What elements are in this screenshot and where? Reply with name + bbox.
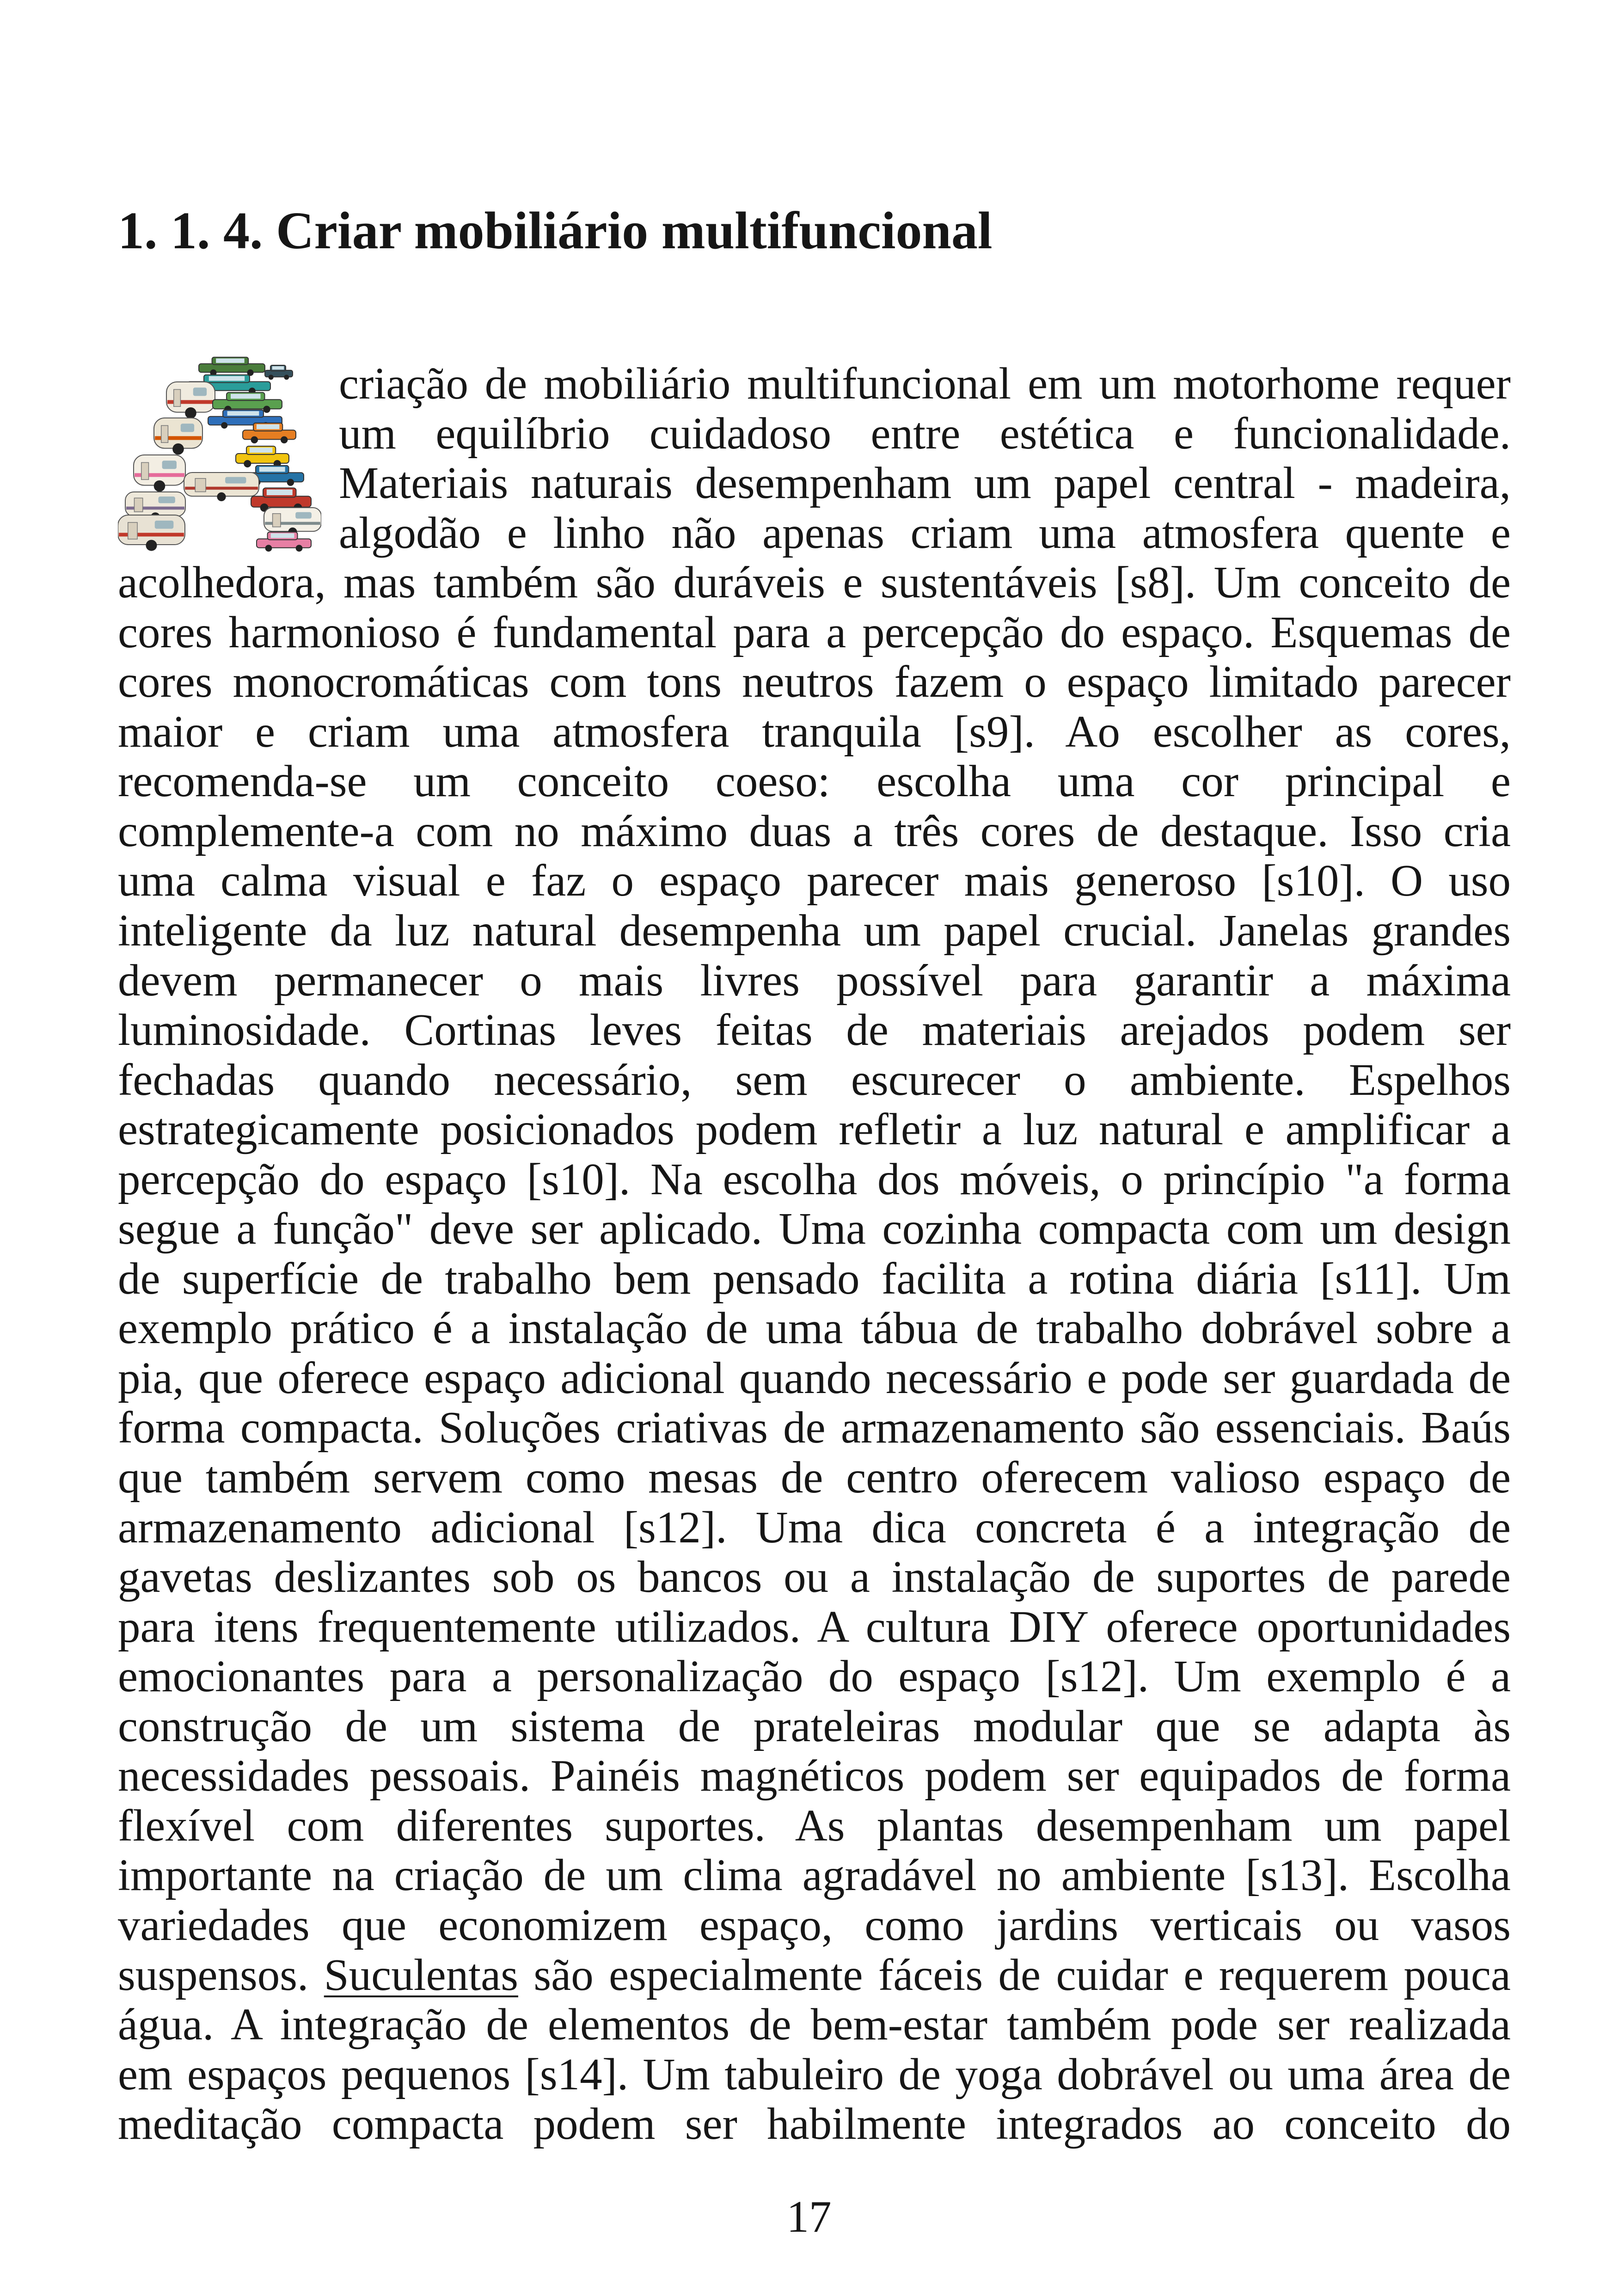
body-text <box>118 359 1511 2149</box>
body-line: de superfície de trabalho bem pensado facilita a rotina diária [s11]. Um <box>118 1253 1511 1303</box>
line-text-after: são especialmente fáceis de cuidar e requerem pouca <box>533 1950 1511 2000</box>
body-line: inteligente da luz natural desempenha um papel crucial. Janelas grandes <box>118 906 1511 956</box>
body-line: em espaços pequenos [s14]. Um tabuleiro de yoga dobrável ou uma área de <box>118 2049 1511 2099</box>
body-line: complemente-a com no máximo duas a três cores de destaque. Isso cria <box>118 806 1511 856</box>
body-line: devem permanecer o mais livres possível para garantir a máxima <box>118 955 1511 1005</box>
body-line: fechadas quando necessário, sem escurecer o ambiente. Espelhos <box>118 1055 1511 1105</box>
body-line: forma compacta. Soluções criativas de armazenamento são essenciais. Baús <box>118 1403 1511 1453</box>
body-line: Materiais naturais desempenham um papel central - madeira, <box>339 458 1511 508</box>
body-line: criação de mobiliário multifuncional em um motorhome requer <box>339 359 1511 408</box>
body-line: exemplo prático é a instalação de uma tábua de trabalho dobrável sobre a <box>118 1303 1511 1353</box>
section-heading: 1. 1. 4. Criar mobiliário multifuncional <box>118 201 993 260</box>
body-line: construção de um sistema de prateleiras modular que se adapta às <box>118 1701 1511 1751</box>
body-line: necessidades pessoais. Painéis magnéticos podem ser equipados de forma <box>118 1751 1511 1801</box>
body-line: luminosidade. Cortinas leves feitas de materiais arejados podem ser <box>118 1005 1511 1055</box>
body-line: água. A integração de elementos de bem-estar também pode ser realizada <box>118 2000 1511 2050</box>
body-line <box>118 1950 1511 2000</box>
body-line: maior e criam uma atmosfera tranquila [s9]. Ao escolher as cores, <box>118 706 1511 756</box>
body-line: para itens frequentemente utilizados. A cultura DIY oferece oportunidades <box>118 1602 1511 1651</box>
body-line: cores monocromáticas com tons neutros fazem o espaço limitado parecer <box>118 657 1511 707</box>
body-line: uma calma visual e faz o espaço parecer mais generoso [s10]. O uso <box>118 856 1511 906</box>
body-line: meditação compacta podem ser habilmente integrados ao conceito do <box>118 2099 1511 2149</box>
body-line: variedades que economizem espaço, como jardins verticais ou vasos <box>118 1900 1511 1950</box>
body-line: armazenamento adicional [s12]. Uma dica concreta é a integração de <box>118 1502 1511 1552</box>
body-line: que também servem como mesas de centro oferecem valioso espaço de <box>118 1453 1511 1503</box>
body-line: emocionantes para a personalização do espaço [s12]. Um exemplo é a <box>118 1651 1511 1701</box>
body-line: importante na criação de um clima agradável no ambiente [s13]. Escolha <box>118 1850 1511 1900</box>
body-line: percepção do espaço [s10]. Na escolha dos móveis, o princípio "a forma <box>118 1154 1511 1204</box>
line-text-before: suspensos. <box>118 1950 309 2000</box>
body-line: segue a função" deve ser aplicado. Uma cozinha compacta com um design <box>118 1204 1511 1254</box>
body-line: pia, que oferece espaço adicional quando necessário e pode ser guardada de <box>118 1353 1511 1403</box>
body-line: cores harmonioso é fundamental para a percepção do espaço. Esquemas de <box>118 607 1511 657</box>
body-line: acolhedora, mas também são duráveis e sustentáveis [s8]. Um conceito de <box>118 558 1511 608</box>
body-line: um equilíbrio cuidadoso entre estética e funcionalidade. <box>339 408 1511 458</box>
body-line: gavetas deslizantes sob os bancos ou a instalação de suportes de parede <box>118 1552 1511 1602</box>
body-line: algodão e linho não apenas criam uma atmosfera quente e <box>339 508 1511 558</box>
underlined-word: Suculentas <box>324 1950 518 2000</box>
page-number: 17 <box>786 2192 832 2241</box>
body-line: estrategicamente posicionados podem refletir a luz natural e amplificar a <box>118 1105 1511 1154</box>
body-line: flexível com diferentes suportes. As plantas desempenham um papel <box>118 1800 1511 1850</box>
body-line: recomenda-se um conceito coeso: escolha uma cor principal e <box>118 756 1511 806</box>
